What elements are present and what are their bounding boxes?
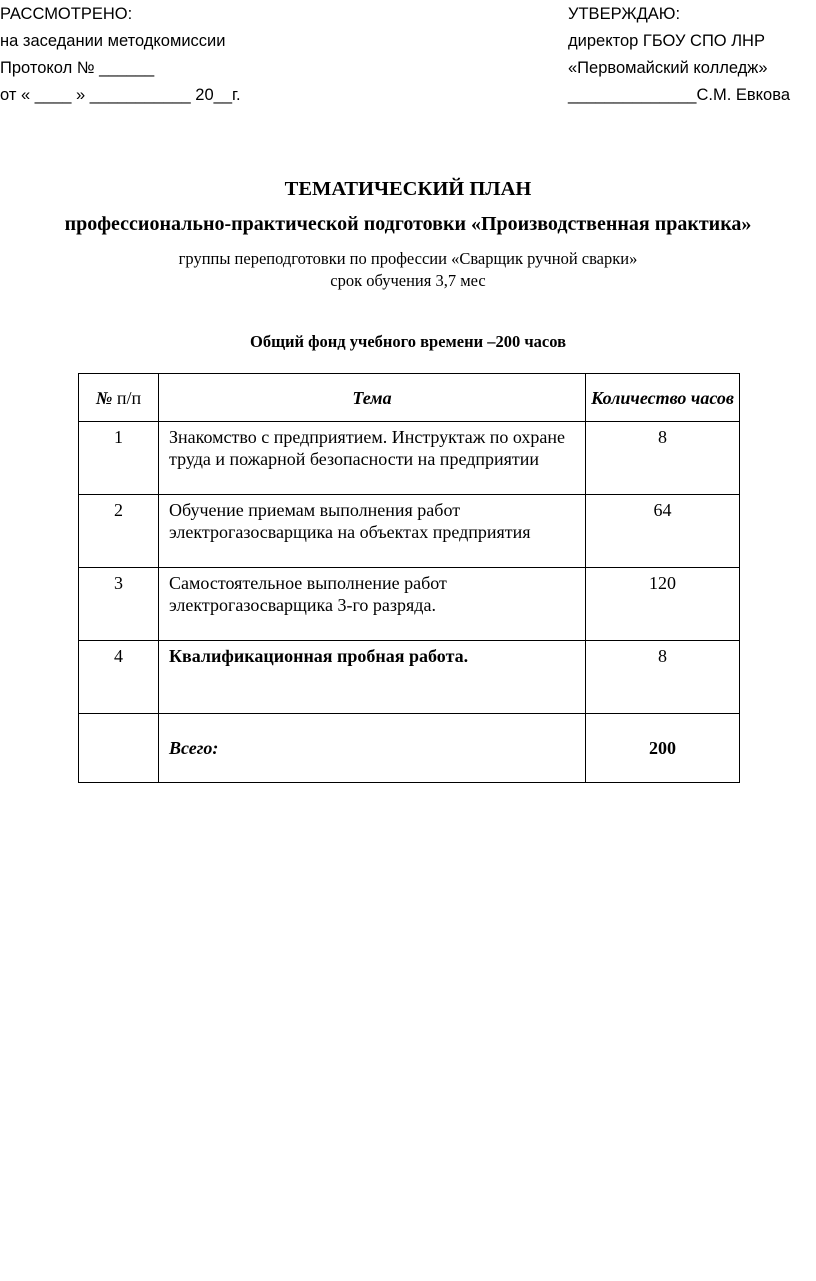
group-line: группы переподготовки по профессии «Сварщик ручной сварки» (178, 249, 638, 268)
row-topic: Обучение приемам выполнения работ электрогазосварщика на объектах предприятия (159, 495, 586, 568)
reviewed-committee: на заседании методкомиссии (0, 32, 226, 50)
thematic-plan-table (78, 373, 740, 783)
row-topic: Квалификационная пробная работа. (159, 641, 586, 714)
row-hours: 64 (586, 495, 740, 568)
table-row (79, 495, 740, 568)
approved-position: директор ГБОУ СПО ЛНР (568, 32, 765, 50)
table-row (79, 641, 740, 714)
total-value: 200 (586, 714, 740, 783)
table-row (79, 422, 740, 495)
reviewed-date: от « ____ » ___________ 20__г. (0, 86, 241, 104)
row-topic: Самостоятельное выполнение работ электрогазосварщика 3-го разряда. (159, 568, 586, 641)
header-num-symbol: № (95, 387, 113, 408)
reviewed-protocol: Протокол № ______ (0, 59, 155, 77)
approval-approved-block (568, 1, 790, 109)
header-num-text: п/п (112, 387, 142, 408)
row-num: 2 (79, 495, 159, 568)
header-num (79, 374, 159, 422)
row-hours: 8 (586, 422, 740, 495)
row-num: 4 (79, 641, 159, 714)
table-total-row (79, 714, 740, 783)
row-topic: Знакомство с предприятием. Инструктаж по охране труда и пожарной безопасности на предприятии (159, 422, 586, 495)
row-num: 1 (79, 422, 159, 495)
reviewed-heading: РАССМОТРЕНО: (0, 5, 133, 23)
row-hours: 8 (586, 641, 740, 714)
row-num: 3 (79, 568, 159, 641)
duration-line: срок обучения 3,7 мес (330, 271, 486, 290)
fund-line: Общий фонд учебного времени –200 часов (249, 332, 566, 351)
total-empty-cell (79, 714, 159, 783)
approval-reviewed-block (0, 1, 241, 109)
approved-organization: «Первомайский колледж» (568, 59, 768, 77)
row-hours: 120 (586, 568, 740, 641)
approved-signature: ______________С.М. Евкова (568, 86, 790, 104)
header-topic: Тема (159, 374, 586, 422)
document-title: ТЕМАТИЧЕСКИЙ ПЛАН (284, 178, 532, 200)
total-label: Всего: (159, 714, 586, 783)
approved-heading: УТВЕРЖДАЮ: (568, 5, 681, 23)
table-row (79, 568, 740, 641)
document-subtitle: профессионально-практической подготовки «Производственная практика» (64, 213, 752, 235)
table-header-row (79, 374, 740, 422)
header-hours: Количество часов (586, 374, 740, 422)
document-description (0, 248, 816, 292)
